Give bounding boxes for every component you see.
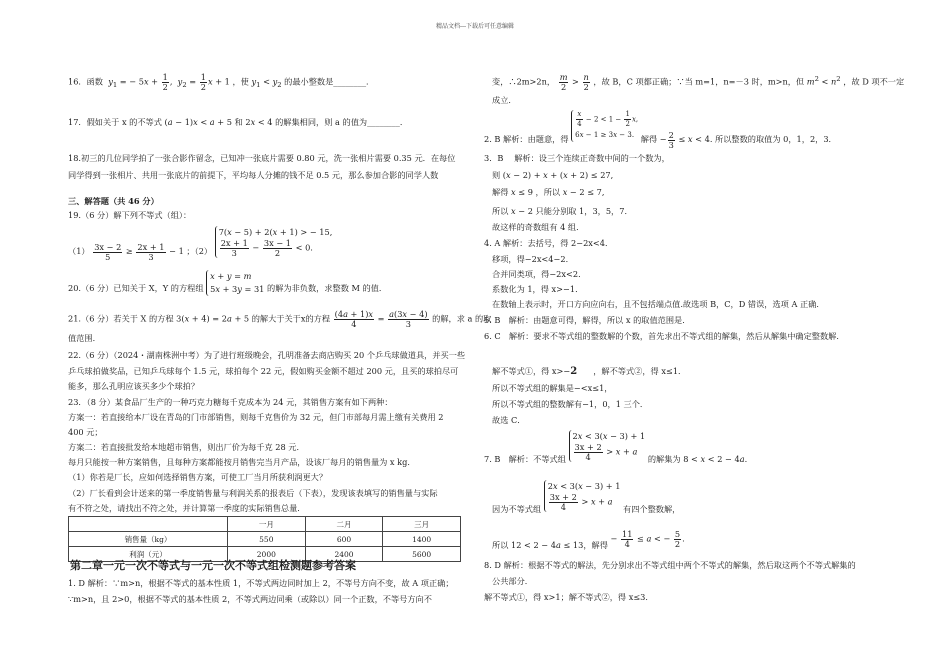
question-18-line1: 18.初三的几位同学拍了一张合影作留念，已知冲一张底片需要 0.80 元，洗一张相片需要 0.35 元．在每位 [68,153,456,163]
question-22-line3: 能多，那么孔明应该买多少个球拍？ [68,381,200,391]
question-20: 20.（6 分）已知关于 X，Y 的方程组 x + y = m 5x + 3y = 31 的解为非负数，求整数 M 的值． [68,271,388,294]
question-23-line5: 每月只能按一种方案销售，且每种方案都能按月销售完当月产品，设该厂每月的销售量为 x kg． [68,457,416,467]
answer-4-line4: 系数化为 1，得 x>−1． [492,284,584,294]
table-header-row: 一月 二月 三月 [69,517,461,532]
answer-1-continued: 变，∴2m>2n， $\frac{m}{2}$ > $\frac{n}{2}$ ，故 B，C 项都正确；∵当 m=1，n=－3 时，m>n，但 $m^2 < n^2$ ，故 D 项不一定 [492,72,905,92]
answer-2: 2. B 解析：由题意，得 $\frac{x}{4}$ − 2 < 1 − $\frac{1}{2}$ x, 6x − 1 ≥ 3x − 3. 解得 − $\frac{2}{3}$ ≤ x < 4. 所以整数的取值为 0，1，2，3． [484,110,837,150]
answer-4-line1: 4. A 解析：去括号，得 2−2x<4． [484,238,614,248]
answer-key-title: 第二章一元一次不等式与一元一次不等式组检测题参考答案 [70,559,356,572]
answer-1-line1: 1. D 解析：∵m>n，根据不等式的基本性质 1，不等式两边同时加上 2，不等号方向不变，故 A 项正确； [68,578,454,588]
question-23-line2: 方案一：若直接给本厂设在青岛的门市部销售，则每千克售价为 32 元，但门市部每月需上缴有关费用 2 [68,412,444,422]
question-23-line7: （2）厂长看到会计送来的第一季度销售量与利润关系的报表后（下表），发现该表填写的销售量与实际 [68,488,438,498]
sales-profit-table [68,516,461,562]
question-23-line3: 400 元； [68,427,103,437]
answer-7-line3: 所以 12 < 2 − 4a ≤ 13，解得 − $\frac{11}{4}$ ≤ a < − $\frac{5}{2}$ . [492,529,685,550]
question-23-line8: 有不符之处，请找出不符之处，并计算第一季度的实际销售总量． [68,503,306,513]
answer-4-line2: 移项，得−2x<4−2． [492,254,574,264]
answer-6-line1: 6. C 解析：要求不等式组的整数解的个数，首先求出不等式组的解集，然后从解集中确定整数解． [484,331,845,341]
table-row: 销售量（kg） 550 600 1400 [69,532,461,547]
question-21-line2: 值范围． [68,333,101,343]
question-22-line2: 乒乓球拍做奖品，已知乒乓球每个 1.5 元，球拍每个 22 元，假如购买金额不超过 200 元，且买的球拍尽可 [68,366,459,376]
question-23-line4: 方案二：若直接批发给本地超市销售，则出厂价为每千克 28 元． [68,442,305,452]
question-21: 21.（6 分）若关于 X 的方程 3(x + 4) = 2a + 5 的解大于关于x的方程 $\frac{(4a + 1)x}{4}$ = $\frac{a(3x - 4)}{3}$ 的解，求 a 的取 [68,309,492,329]
answer-4-line5: 在数轴上表示时，开口方向应向右，且不包括端点值.故选项 B，C，D 错误，选项 A 正确． [492,299,825,309]
answer-3-line1: 3．B 解析：设三个连续正奇数中间的一个数为， [484,153,670,163]
answer-6-line2: 解不等式①，得 x>−2 ，解不等式②，得 x≤1． [492,366,687,377]
question-17: 17．假如关于 x 的不等式 (a − 1)x < a + 5 和 2x < 4 的解集相同，则 a 的值为________． [68,117,409,127]
answer-1-line2: ∵m>n，且 2>0，根据不等式的基本性质 2，不等式两边同乘（或除以）同一个正数，不等号方向不 [68,594,432,604]
answer-4-line3: 合并同类项，得−2x<2． [492,269,587,279]
answer-3-line3: 解得 x ≤ 9 ，所以 x − 2 ≤ 7, [492,187,605,197]
section-three-heading: 三、解答题（共 46 分） [68,196,159,206]
answer-7-line1: 7. B 解析：不等式组 2x < 3(x − 3) + 1 $\frac{3x + 2}{4}$ > x + a 的解集为 8 < x < 2 − 4a. [484,431,748,464]
question-22-line1: 22.（6 分）（2024・湖南株洲中考）为了进行班级晚会，孔明准备去商店购买 20 个乒乓球做道具，并买一些 [68,350,466,360]
question-19: 19.（6 分）解下列不等式（组）： [68,210,192,220]
table-row: 利润（元） 2000 2400 5600 [69,547,461,562]
answer-3-line4: 所以 x − 2 只能分别取 1，3，5，7． [492,206,633,216]
answer-8-line2: 公共部分． [492,576,533,586]
answer-5: 5. B 解析：由题意可得，解得，所以 x 的取值范围是． [484,315,691,325]
question-19-parts: （1） $\frac{3x - 2}{5}$ ≥ $\frac{2x + 1}{3}$ − 1 ；（2） 7(x − 5) + 2(x + 1) > − 15, $\frac{2x + 1}{3}$ − $\frac{3x - 1}{2}$ < 0. [68,227,333,262]
answer-3-line5: 故这样的奇数组有 4 组． [492,222,585,232]
question-23-line6: （1）你若是厂长，应如何选择销售方案，可使工厂当月所获利润更大？ [68,472,328,482]
answer-8-line3: 解不等式①，得 x>1；解不等式②，得 x≤3． [484,592,654,602]
question-23-line1: 23．（8 分）某食品厂生产的一种巧克力糖每千克成本为 24 元，其销售方案有如下两种： [68,397,393,407]
answer-6-line4: 所以不等式组的整数解有−1，0，1 三个． [492,399,649,409]
question-16: 16．函数 $y_1$ = − 5x + $\frac{1}{2}$ , $y_2$ = $\frac{1}{2}$ x + 1 ，使 $y_1 < y_2$ 的最小整数是________． [68,72,375,92]
answer-1-end: 成立． [492,95,517,105]
question-18-line2: 同学得到一张相片、共用一张底片的前提下，平均每人分摊的钱不足 0.5 元，那么参加合影的同学人数 [68,170,439,180]
answer-6-line3: 所以不等式组的解集是−<x≤1， [492,383,613,393]
answer-3-line2: 则 (x − 2) + x + (x + 2) ≤ 27, [492,170,614,180]
answer-8-line1: 8. D 解析：根据不等式的解法，先分别求出不等式组中两个不等式的解集，然后取这两个不等式解集的 [484,560,856,570]
answer-6-line5: 故选 C． [492,415,526,425]
answer-7-line2: 因为不等式组 2x < 3(x − 3) + 1 $\frac{3x + 2}{4}$ > x + a 有四个整数解， [492,481,681,514]
page-header: 精品文档---下载后可任意编辑 [435,23,515,30]
